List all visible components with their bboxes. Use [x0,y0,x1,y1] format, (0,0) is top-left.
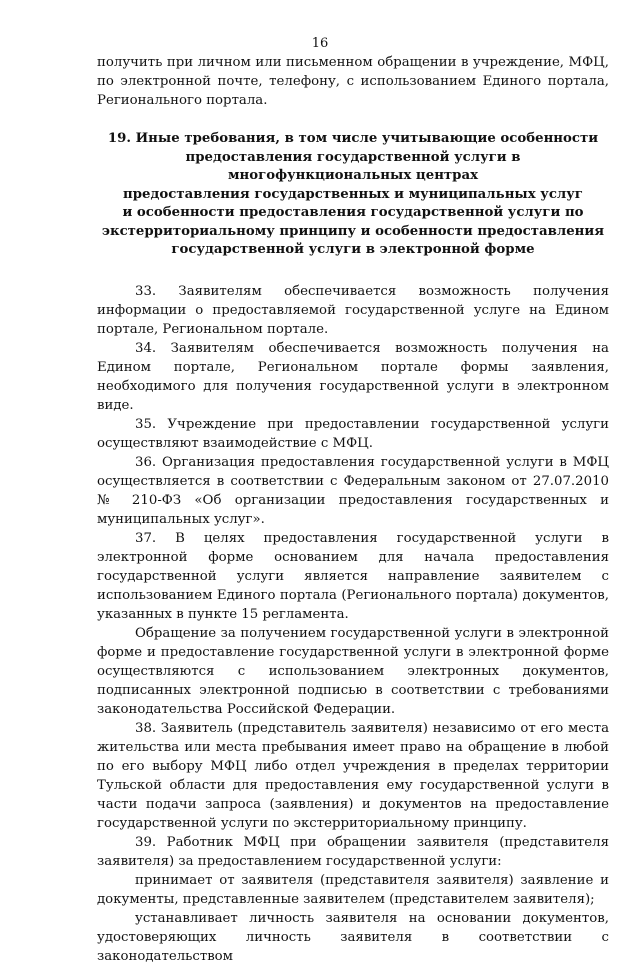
heading-line: государственной услуги в электронной форме [171,242,535,257]
paragraph-34: 34. Заявителям обеспечивается возможность получения на Едином портале, Региональном портале формы заявления, необходимого для получения государственной услуги в электронном виде. [97,340,609,413]
paragraph-33: 33. Заявителям обеспечивается возможность получения информации о предоставляемой государственной услуге на Едином портале, Региональном портале. [97,283,609,337]
paragraph-36: 36. Организация предоставления государственной услуги в МФЦ осуществляется в соответствии с Федеральным законом от 27.07.2010 № 210-ФЗ «Об организации предоставления государственных и муниципальных услуг». [97,454,609,527]
paragraph-37: 37. В целях предоставления государственной услуги в электронной форме основанием для начала предоставления государственной услуги является направление заявителем с использованием Единого портала (Регионального портала) документов, указанных в пункте 15 регламента. [97,530,609,622]
paragraph-37-cont: Обращение за получением государственной услуги в электронной форме и предоставление государственной услуги в электронной форме осуществляются с использованием электронных документов, подписанных электронной подписью в соответствии с требованиями законодательства Российской Федерации. [97,625,609,717]
section-heading [97,130,609,260]
paragraph-39-item-1: принимает от заявителя (представителя заявителя) заявление и документы, представленные заявителем (представителем заявителя); [97,872,609,907]
paragraph-39-item-2: устанавливает личность заявителя на основании документов, удостоверяющих личность заявителя в соответствии с законодательством [97,910,609,964]
paragraph-39: 39. Работник МФЦ при обращении заявителя (представителя заявителя) за предоставлением государственной услуги: [97,834,609,869]
page-number: 16 [311,36,329,51]
heading-line: предоставления государственных и муниципальных услуг [123,186,583,202]
document-body [97,53,609,966]
heading-line: предоставления государственной услуги в многофункциональных центрах [185,149,521,183]
heading-line: и особенности предоставления государственной услуги по [122,205,584,220]
heading-line: экстерриториальному принципу и особенности предоставления [101,223,605,239]
heading-line: 19. Иные требования, в том числе учитывающие особенности [107,131,599,146]
paragraph-38: 38. Заявитель (представитель заявителя) независимо от его места жительства или места пребывания имеет право на обращение в любой по его выбору МФЦ либо отдел учреждения в пределах территории Тульской области для предоставления ему государственной услуги в части подачи запроса (заявления) и документов на предоставление государственной услуги по экстерриториальному принципу. [97,720,609,831]
paragraph-35: 35. Учреждение при предоставлении государственной услуги осуществляют взаимодействие с МФЦ. [97,416,609,451]
intro-paragraph: получить при личном или письменном обращении в учреждение, МФЦ, по электронной почте, телефону, с использованием Единого портала, Регионального портала. [97,55,609,108]
